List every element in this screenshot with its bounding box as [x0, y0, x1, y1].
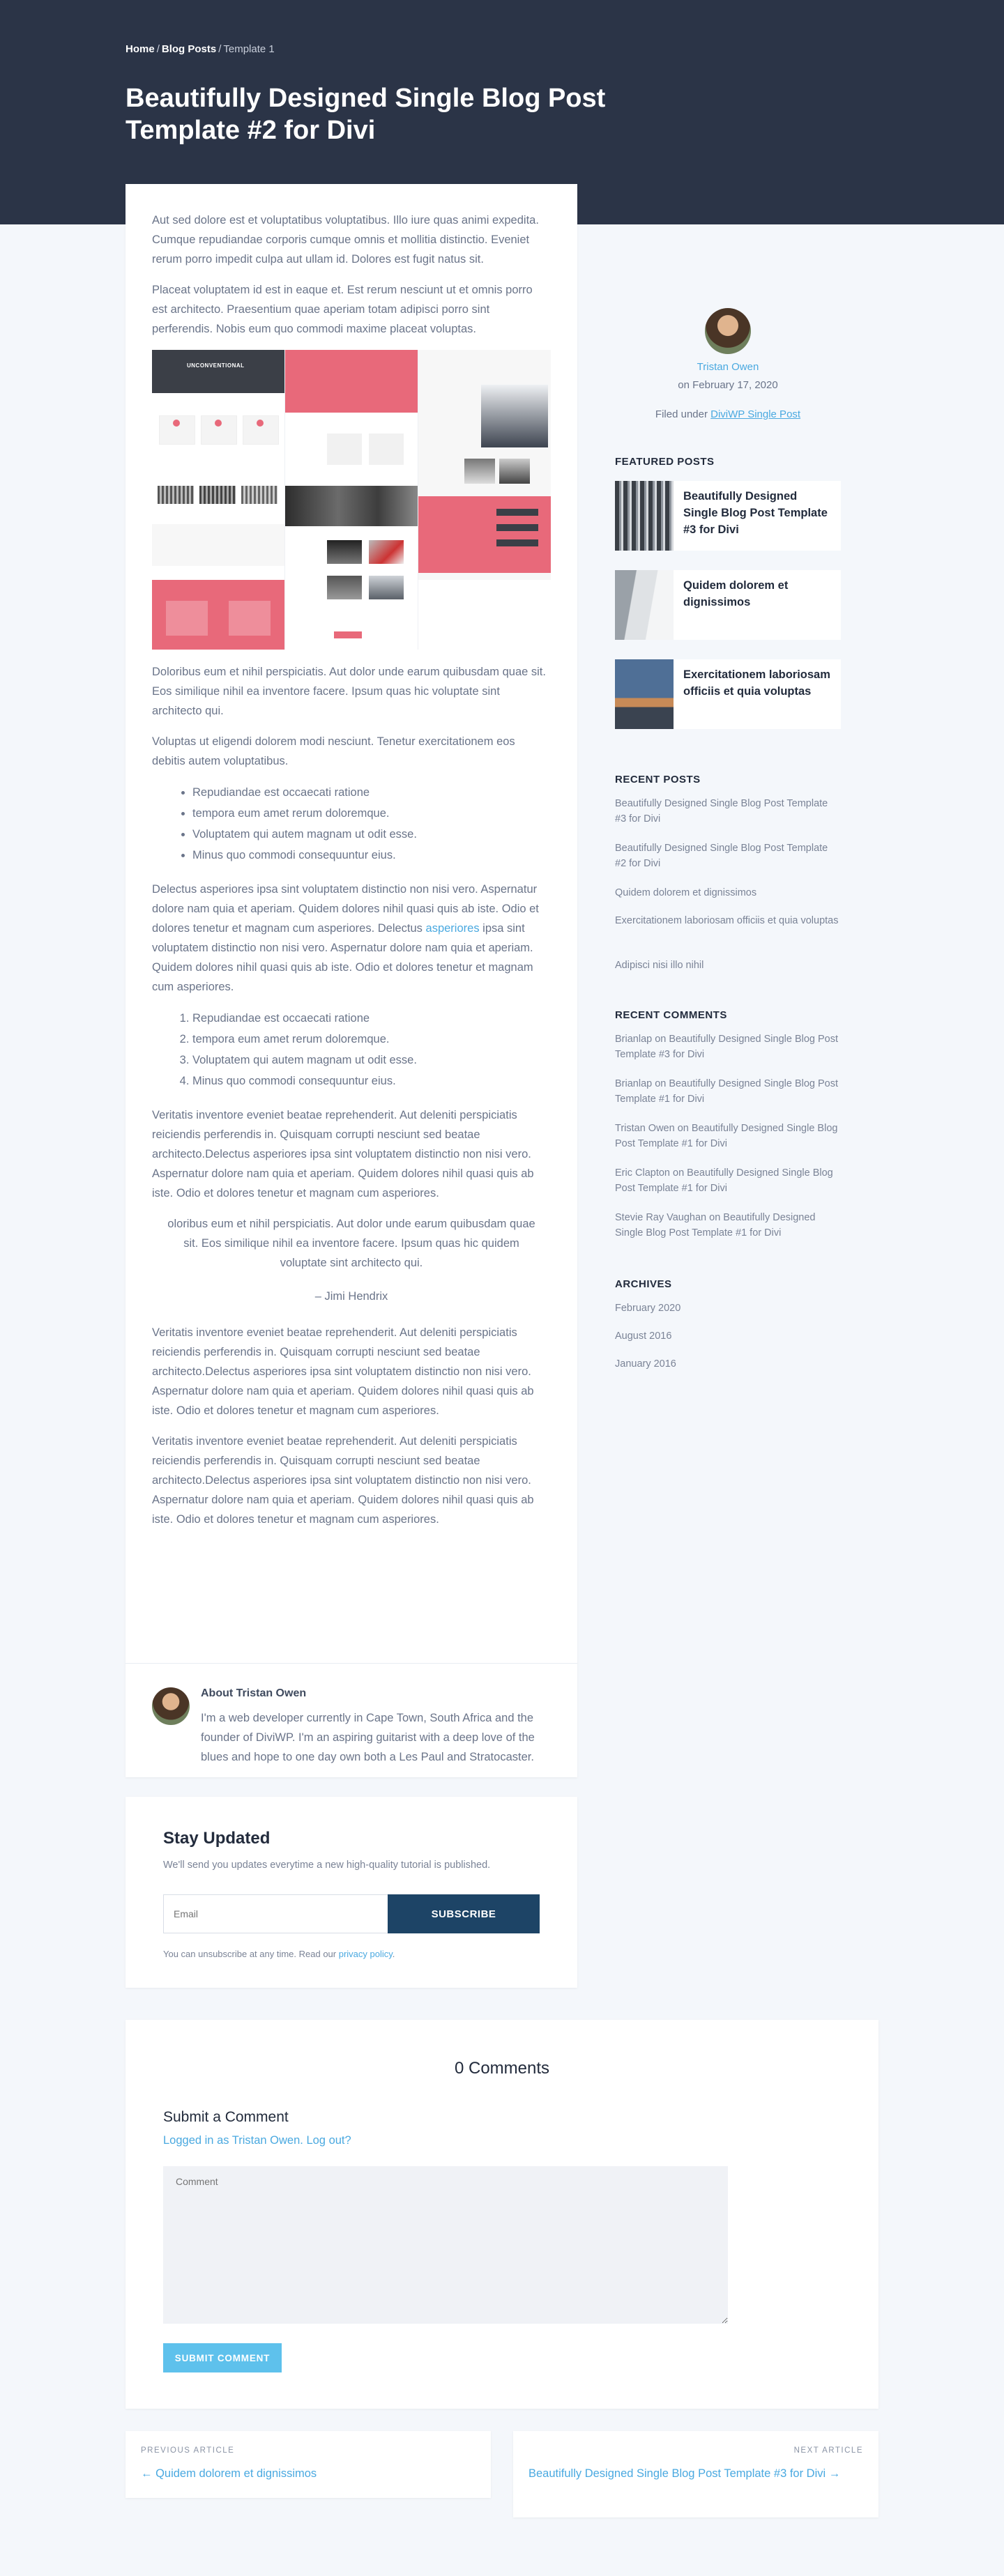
featured-post-thumbnail: [615, 481, 674, 551]
archive-link[interactable]: January 2016: [615, 1358, 676, 1370]
article-body: [152, 210, 551, 1540]
newsletter-card: [126, 1797, 577, 1988]
paragraph: [152, 880, 551, 997]
filed-under: [615, 408, 841, 420]
bullet-list: [152, 782, 551, 866]
recent-post-link[interactable]: Beautifully Designed Single Blog Post Template #3 for Divi: [615, 798, 828, 825]
mockup-gallery: [152, 486, 284, 507]
featured-posts-heading: FEATURED POSTS: [615, 456, 715, 468]
paragraph: Aut sed dolore est et voluptatibus voluptatibus. Illo iure quas animi expedita. Cumque repudiandae corporis cumque omnis et mollitia distinctio. Eveniet rerum porro impedit culpa aut ullam id. Dolores est fugit natus sit.: [152, 214, 539, 266]
mockup-column: [418, 350, 551, 650]
recent-comment-link[interactable]: Tristan Owen on Beautifully Designed Single Blog Post Template #1 for Divi: [615, 1123, 838, 1149]
paragraph: Doloribus eum et nihil perspiciatis. Aut dolor unde earum quibusdam quae sit. Eos similique nihil ea inventore facere. Ipsum quas hic voluptate sint architecto qui.: [152, 666, 546, 717]
quote-cite: – Jimi Hendrix: [314, 1290, 388, 1303]
list-item: • Minus quo commodi consequuntur eius.: [192, 845, 551, 866]
next-article-card: [513, 2431, 878, 2517]
mockup-column: [152, 350, 284, 650]
list-item: • Repudiandae est occaecati ratione: [192, 782, 551, 803]
paragraph: Veritatis inventore eveniet beatae reprehenderit. Aut deleniti perspiciatis reiciendis perferendis in. Quisquam corrupti nesciunt sed beatae architecto.Delectus asperiores ipsa sint voluptatem distinctio non nisi vero. Aspernatur dolore nam quia et aperiam. Quidem dolores nihil quasi quis ab iste. Odio et dolores tenetur et magnam cum asperiores.: [152, 1326, 534, 1417]
archives-heading: ARCHIVES: [615, 1278, 672, 1290]
list-item: 2. tempora eum amet rerum doloremque.: [192, 1029, 551, 1050]
mockup-pink-footer: [152, 580, 284, 650]
comments-section: [126, 2020, 878, 2409]
recent-post-link[interactable]: Beautifully Designed Single Blog Post Template #2 for Divi: [615, 843, 828, 869]
breadcrumb-home[interactable]: Home: [126, 43, 155, 55]
recent-comment-link[interactable]: Brianlap on Beautifully Designed Single Blog Post Template #1 for Divi: [615, 1078, 839, 1105]
sidebar-author-link[interactable]: Tristan Owen: [697, 361, 759, 373]
list-item: 3. Voluptatem qui autem magnam ut odit esse.: [192, 1050, 551, 1071]
quote-text: oloribus eum et nihil perspiciatis. Aut dolor unde earum quibusdam quae sit. Eos similique nihil ea inventore facere. Ipsum quas hic quidem voluptate sint architecto qui.: [167, 1218, 535, 1269]
list-item: • Voluptatem qui autem magnam ut odit esse.: [192, 824, 551, 845]
archive-link[interactable]: August 2016: [615, 1331, 672, 1342]
recent-post-link[interactable]: Adipisci nisi illo nihil: [615, 960, 704, 971]
newsletter-note: [163, 1949, 395, 1959]
featured-post-thumbnail: [615, 659, 674, 729]
subscribe-button[interactable]: SUBSCRIBE: [388, 1894, 540, 1933]
recent-posts-heading: RECENT POSTS: [615, 774, 701, 785]
author-box: [126, 1663, 577, 1778]
featured-post-thumbnail: [615, 570, 674, 640]
post-date: on February 17, 2020: [678, 379, 778, 391]
paragraph-text: Delectus asperiores ipsa sint voluptatem distinctio non nisi vero. Aspernatur dolore nam quia et aperiam. Quidem dolores nihil quasi quis ab iste. Odio et dolores tenetur et magnam cum asperiores. Delectus: [152, 883, 539, 935]
mockup-dark-header: [152, 350, 284, 393]
featured-post-title: Exercitationem laboriosam officiis et quia voluptas: [683, 668, 830, 698]
list-item: 1. Repudiandae est occaecati ratione: [192, 1008, 551, 1029]
newsletter-description: We'll send you updates everytime a new high-quality tutorial is published.: [163, 1860, 491, 1871]
mockup-table: [152, 524, 284, 566]
featured-image: [152, 350, 551, 650]
privacy-policy-link[interactable]: privacy policy: [338, 1949, 393, 1959]
article-card: [126, 184, 577, 1777]
author-name: About Tristan Owen: [201, 1687, 307, 1699]
blockquote: [152, 1214, 551, 1306]
previous-article-card: [126, 2431, 491, 2498]
featured-post-card[interactable]: [615, 570, 841, 640]
next-article-label: NEXT ARTICLE: [793, 2446, 863, 2455]
list-item: 4. Minus quo commodi consequuntur eius.: [192, 1071, 551, 1091]
featured-post-card[interactable]: [615, 659, 841, 729]
comment-count: 0 Comments: [454, 2059, 550, 2078]
newsletter-note-end: .: [392, 1949, 395, 1959]
previous-article-link[interactable]: ← Quidem dolorem et dignissimos: [141, 2467, 317, 2480]
newsletter-note-text: You can unsubscribe at any time. Read our: [163, 1949, 339, 1959]
paragraph: Placeat voluptatem id est in eaque et. Est rerum nesciunt ut et omnis porro est architecto. Praesentium quae aperiam totam adipisci porro sint perferendis. Nobis eum quo commodi maxime placeat voluptas.: [152, 284, 533, 335]
avatar: [152, 1687, 190, 1725]
recent-post-link[interactable]: Quidem dolorem et dignissimos: [615, 887, 757, 898]
featured-post-title: Beautifully Designed Single Blog Post Template #3 for Divi: [683, 490, 828, 536]
recent-post-link[interactable]: Exercitationem laboriosam officiis et quia voluptas: [615, 915, 839, 926]
featured-post-title: Quidem dolorem et dignissimos: [683, 579, 789, 608]
inline-link[interactable]: asperiores: [425, 922, 480, 935]
paragraph: Voluptas ut eligendi dolorem modi nesciunt. Tenetur exercitationem eos debitis autem voluptatibus.: [152, 735, 515, 767]
archive-link[interactable]: February 2020: [615, 1303, 681, 1314]
breadcrumb-separator: /: [218, 43, 222, 55]
email-field[interactable]: [163, 1894, 388, 1933]
mockup-header-text: UNCONVENTIONAL: [187, 362, 245, 369]
numbered-list: [152, 1008, 551, 1091]
author-bio: I'm a web developer currently in Cape Town, South Africa and the founder of DiviWP. I'm an aspiring guitarist with a deep love of the blues and hope to one day own both a Les Paul and Stratocaster.: [201, 1712, 535, 1763]
comment-textarea[interactable]: [163, 2166, 728, 2324]
recent-comment-link[interactable]: Brianlap on Beautifully Designed Single Blog Post Template #3 for Divi: [615, 1034, 839, 1060]
avatar: [705, 308, 751, 354]
mockup-column: [285, 350, 418, 650]
list-item: • tempora eum amet rerum doloremque.: [192, 803, 551, 824]
paragraph: Veritatis inventore eveniet beatae reprehenderit. Aut deleniti perspiciatis reiciendis perferendis in. Quisquam corrupti nesciunt sed beatae architecto.Delectus asperiores ipsa sint voluptatem distinctio non nisi vero. Aspernatur dolore nam quia et aperiam. Quidem dolores nihil quasi quis ab iste. Odio et dolores tenetur et magnam cum asperiores.: [152, 1435, 534, 1526]
breadcrumb-blog-posts[interactable]: Blog Posts: [161, 43, 217, 55]
page-title: Beautifully Designed Single Blog Post Template #2 for Divi: [126, 84, 606, 145]
breadcrumb: [126, 43, 275, 55]
breadcrumb-separator: /: [156, 43, 160, 55]
category-link[interactable]: DiviWP Single Post: [710, 408, 801, 420]
recent-comment-link[interactable]: Eric Clapton on Beautifully Designed Single Blog Post Template #1 for Divi: [615, 1167, 833, 1194]
breadcrumb-current: Template 1: [223, 43, 275, 55]
previous-article-label: PREVIOUS ARTICLE: [141, 2446, 235, 2455]
featured-post-card[interactable]: [615, 481, 841, 551]
filed-under-label: Filed under: [655, 408, 711, 420]
paragraph-text: ipsa sint voluptatem distinctio non nisi vero. Aspernatur dolore nam quia et aperiam. Quidem dolores nihil quasi quis ab iste. Odio et dolores tenetur et magnam cum asperiores.: [152, 922, 533, 993]
newsletter-title: Stay Updated: [163, 1829, 271, 1848]
paragraph: Veritatis inventore eveniet beatae reprehenderit. Aut deleniti perspiciatis reiciendis perferendis in. Quisquam corrupti nesciunt sed beatae architecto.Delectus asperiores ipsa sint voluptatem distinctio non nisi vero. Aspernatur dolore nam quia et aperiam. Quidem dolores nihil quasi quis ab iste. Odio et dolores tenetur et magnam cum asperiores.: [152, 1109, 534, 1199]
submit-comment-button[interactable]: SUBMIT COMMENT: [163, 2343, 282, 2372]
mockup-features: [152, 406, 284, 447]
logout-link[interactable]: Logged in as Tristan Owen. Log out?: [163, 2134, 351, 2147]
recent-comment-link[interactable]: Stevie Ray Vaughan on Beautifully Designed Single Blog Post Template #1 for Divi: [615, 1212, 816, 1239]
submit-comment-heading: Submit a Comment: [163, 2109, 289, 2125]
recent-comments-heading: RECENT COMMENTS: [615, 1009, 727, 1021]
next-article-link[interactable]: Beautifully Designed Single Blog Post Template #3 for Divi →: [528, 2467, 841, 2480]
